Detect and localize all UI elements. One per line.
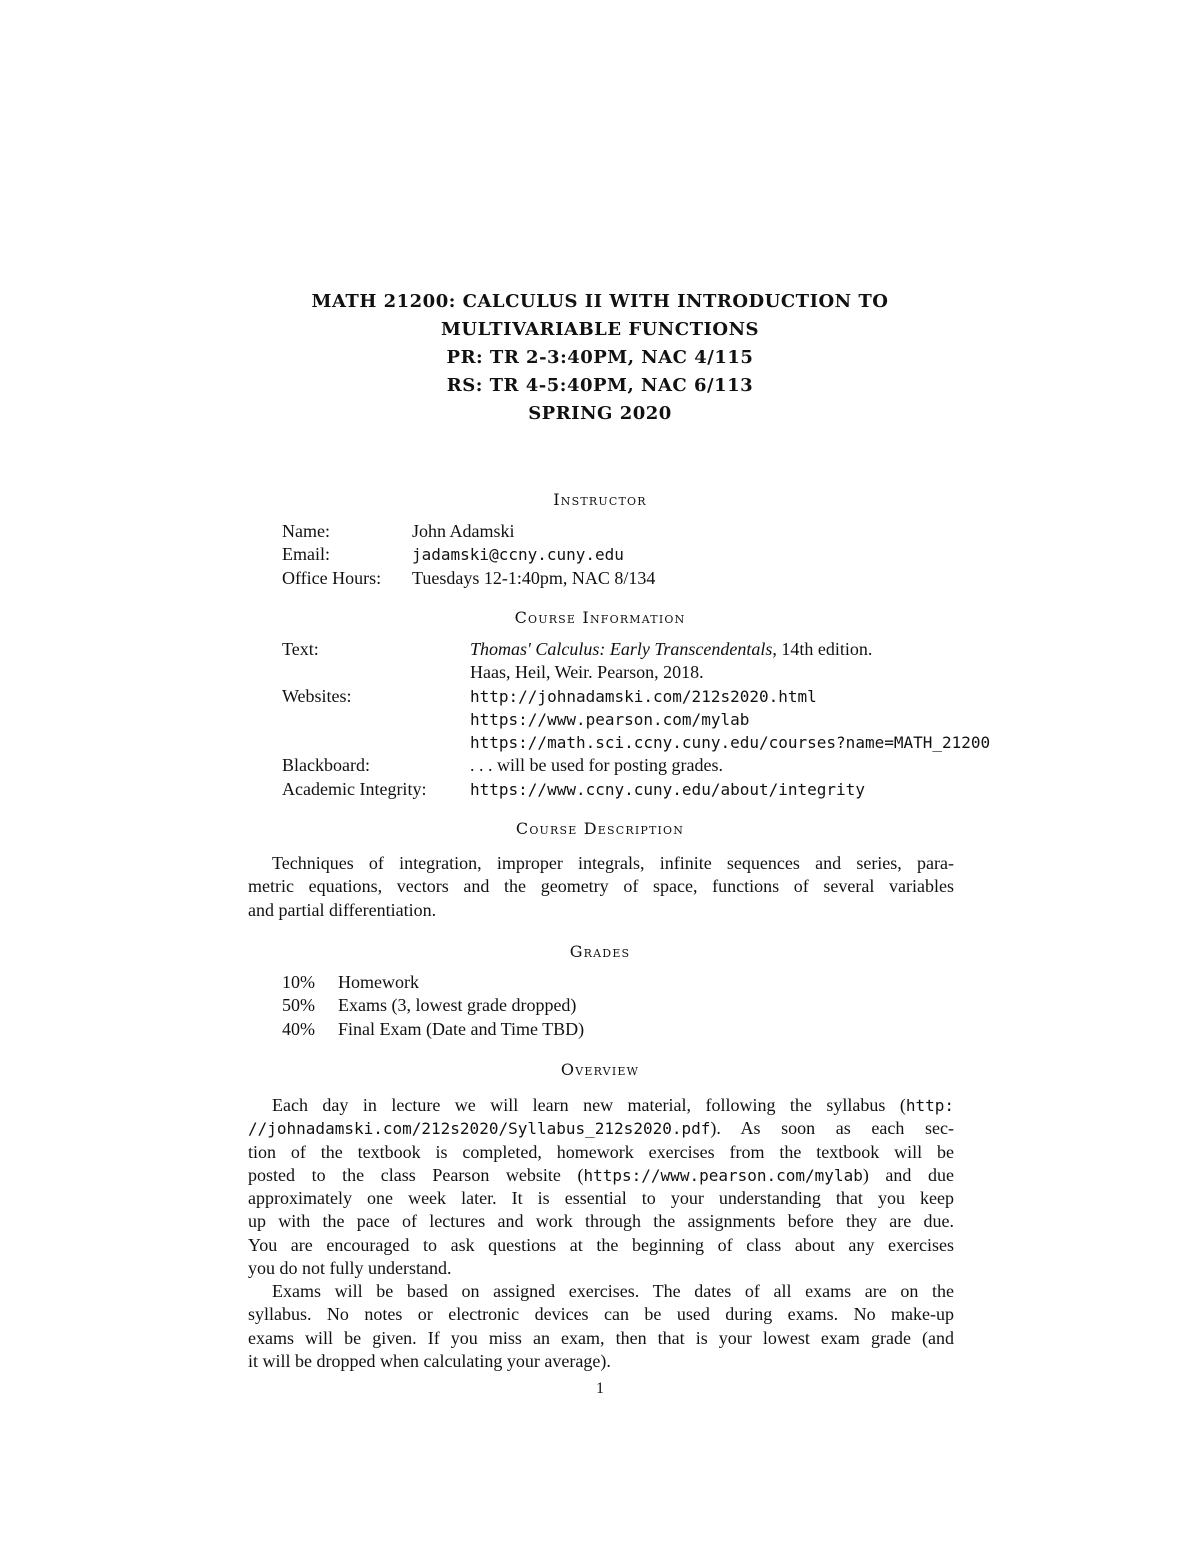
overview-line: it will be dropped when calculating your average). (248, 1350, 611, 1371)
title-line-1: MATH 21200: CALCULUS II WITH INTRODUCTION TO (311, 291, 889, 312)
office-hours-label: Office Hours: (282, 567, 382, 588)
website-link-2[interactable]: https://www.pearson.com/mylab (470, 709, 750, 729)
text-authors-row (282, 661, 1042, 684)
description-line-1: Techniques of integration, improper integrals, infinite sequences and series, para- (272, 853, 954, 873)
overview-text: posted to the class Pearson website ( (248, 1164, 584, 1185)
overview-line (248, 1094, 954, 1117)
grade-row (282, 1018, 782, 1041)
description-paragraph (248, 852, 954, 922)
blackboard-label: Blackboard: (282, 755, 370, 776)
integrity-label: Academic Integrity: (282, 778, 427, 799)
textbook-title: Thomas' Calculus: Early Transcendentals (470, 639, 773, 659)
name-label: Name: (282, 521, 330, 541)
name-value: John Adamski (412, 521, 515, 541)
instructor-email-row (282, 543, 982, 566)
overview-heading: Overview (560, 1060, 640, 1079)
instructor-office-row (282, 567, 982, 590)
grade-label: Exams (3, lowest grade dropped) (338, 995, 577, 1016)
grade-label: Final Exam (Date and Time TBD) (338, 1018, 585, 1039)
description-line-2: metric equations, vectors and the geometry of space, functions of several variables (248, 876, 954, 897)
instructor-table (282, 520, 982, 590)
websites-row (282, 685, 1042, 708)
website-link-3[interactable]: https://math.sci.ccny.cuny.edu/courses?name=MATH_21200 (470, 733, 991, 753)
email-value[interactable]: jadamski@ccny.cuny.edu (412, 545, 624, 565)
website-row-3 (282, 731, 1042, 754)
overview-paragraph-2 (248, 1280, 954, 1373)
blackboard-row (282, 754, 1042, 777)
overview-text: ) and due (862, 1164, 954, 1185)
grade-percent: 40% (282, 1018, 315, 1039)
email-label: Email: (282, 544, 330, 565)
overview-paragraph-1 (248, 1094, 954, 1280)
syllabus-link-part-1[interactable]: http: (905, 1096, 954, 1115)
overview-line (248, 1164, 954, 1187)
grade-row (282, 971, 782, 994)
website-link-1[interactable]: http://johnadamski.com/212s2020.html (470, 686, 817, 706)
grade-label: Homework (338, 972, 419, 992)
websites-label: Websites: (282, 685, 352, 706)
overview-line: syllabus. No notes or electronic devices can be used during exams. No make-up (248, 1304, 954, 1325)
website-row-2 (282, 708, 1042, 731)
textbook-edition: , 14th edition. (772, 639, 873, 659)
syllabus-link-part-2[interactable]: //johnadamski.com/212s2020/Syllabus_212s2020.pdf (248, 1119, 711, 1139)
overview-text: Each day in lecture we will learn new material, following the syllabus ( (272, 1095, 906, 1115)
title-line-4: RS: TR 4-5:40PM, NAC 6/113 (446, 375, 754, 396)
overview-line: tion of the textbook is completed, homework exercises from the textbook will be (248, 1141, 954, 1162)
overview-line: up with the pace of lectures and work through the assignments before they are due. (248, 1211, 954, 1232)
overview-line: Exams will be based on assigned exercises. The dates of all exams are on the (272, 1281, 954, 1301)
integrity-link[interactable]: https://www.ccny.cuny.edu/about/integrity (470, 779, 865, 799)
text-label: Text: (282, 639, 319, 659)
overview-line: approximately one week later. It is essential to your understanding that you keep (248, 1188, 954, 1209)
title-line-5: SPRING 2020 (528, 403, 672, 424)
grades-table (282, 971, 782, 1041)
course-info-table (282, 638, 1042, 801)
overview-line (248, 1117, 954, 1140)
instructor-heading: Instructor (553, 490, 647, 509)
integrity-row (282, 778, 1042, 801)
instructor-name-row (282, 520, 982, 543)
course-info-heading: Course Information (514, 608, 686, 627)
grade-percent: 50% (282, 995, 315, 1016)
title-line-3: PR: TR 2-3:40PM, NAC 4/115 (446, 347, 754, 368)
description-line-3: and partial differentiation. (248, 899, 437, 920)
grade-percent: 10% (282, 972, 315, 992)
textbook-value (470, 638, 872, 661)
document-title (0, 288, 1200, 428)
blackboard-value: . . . will be used for posting grades. (470, 755, 723, 776)
overview-text: ). As soon as each sec- (710, 1118, 954, 1139)
overview-line: you do not fully understand. (248, 1258, 452, 1279)
text-row (282, 638, 1042, 661)
description-heading: Course Description (515, 819, 685, 838)
pearson-link[interactable]: https://www.pearson.com/mylab (583, 1165, 863, 1185)
office-hours-value: Tuesdays 12-1:40pm, NAC 8/134 (412, 567, 656, 588)
overview-line: exams will be given. If you miss an exam, then that is your lowest exam grade (and (248, 1327, 954, 1348)
overview-line: You are encouraged to ask questions at the beginning of class about any exercises (248, 1234, 954, 1255)
page-number: 1 (596, 1380, 604, 1397)
title-line-2: MULTIVARIABLE FUNCTIONS (440, 319, 760, 340)
grades-heading: Grades (569, 942, 631, 961)
grade-row (282, 994, 782, 1017)
textbook-authors: Haas, Heil, Weir. Pearson, 2018. (470, 662, 704, 683)
